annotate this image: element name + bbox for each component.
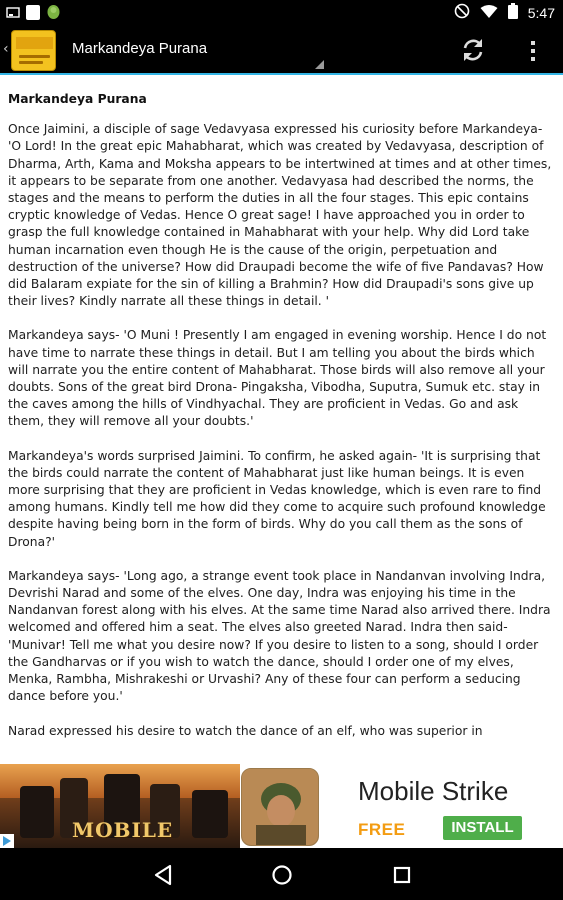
overflow-menu-button[interactable]: [524, 38, 542, 64]
ad-price-label: FREE: [358, 820, 406, 839]
ad-choices-icon[interactable]: [0, 834, 14, 848]
ad-banner[interactable]: [0, 764, 563, 848]
ad-game-artwork[interactable]: [0, 764, 240, 848]
system-nav-bar: [0, 848, 563, 900]
ad-game-logo: MOBILE: [72, 818, 174, 842]
article-paragraph: Markandeya says- 'Long ago, a strange event took place in Nandanvan involving Indra, Devrishi Narad and some of the elves. One day, Indra was enjoying his time in the Nandanvan forest along with his elves. At the same time Narad also arrived there. Indra welcomed and offered him a seat. The elves also greeted Narad. Indra then said- 'Munivar! Tell me what you desire now? If you desire to listen to a song, should I order the Gandharvas or if you wish to watch the dance, should I order one of my elves, Menka, Rambha, Mishrakeshi or Urvashi? Any of these four can perform a seducing dance before you.': [8, 568, 551, 704]
status-left-icons: [6, 4, 61, 24]
back-icon: [150, 862, 176, 888]
wifi-icon: [480, 4, 498, 22]
article-paragraph: Markandeya's words surprised Jaimini. To confirm, he asked again- 'It is surprising that the birds could narrate the content of Mahabharat just like human beings. It is even more surprising that they are proficient in Vedas knowledge, which is even rare to find among humans. Kindly tell me how did they come to acquire such profound knowledge despite having being born in the form of birds. Why do you call them as the sons of Drona?': [8, 448, 546, 549]
up-navigation-icon[interactable]: ‹: [3, 41, 9, 57]
article-paragraph: Markandeya says- 'O Muni ! Presently I am engaged in evening worship. Hence I do not have time to narrate these things in detail. But I am telling you about the birds which will narrate you the entire content of Mahabharat. Those birds will also remove all your doubts. Sons of the great bird Drona- Pingaksha, Vibodha, Suputra, Sumuk etc. stay in the caves among the hills of Vindhyachal. They are proficient in Vedas. Go and ask them, they will remove all your doubts.': [8, 328, 547, 429]
screenshot-icon: [6, 5, 20, 24]
article-body: [0, 75, 563, 740]
refresh-icon: [459, 36, 487, 64]
recents-icon: [389, 862, 415, 888]
overflow-menu-icon: [524, 38, 542, 64]
nav-back-button[interactable]: [150, 862, 176, 888]
nav-recents-button[interactable]: [389, 862, 415, 888]
article-title: Markandeya Purana: [8, 92, 147, 106]
ad-app-name: Mobile Strike: [358, 776, 509, 806]
nav-home-button[interactable]: [269, 862, 295, 888]
status-right: [454, 3, 555, 22]
home-icon: [269, 862, 295, 888]
status-time: 5:47: [527, 4, 555, 21]
android-icon: [46, 4, 61, 24]
battery-icon: [508, 3, 518, 22]
refresh-button[interactable]: [459, 36, 487, 64]
article-scroll-view[interactable]: [0, 75, 563, 764]
app-logo-icon[interactable]: [11, 30, 56, 71]
spinner-corner-indicator: [315, 60, 324, 69]
notification-square-icon: [26, 5, 40, 24]
article-paragraph: Narad expressed his desire to watch the dance of an elf, who was superior in: [8, 723, 483, 738]
status-bar: [0, 0, 563, 25]
article-paragraph: Once Jaimini, a disciple of sage Vedavyasa expressed his curiosity before Markandeya- 'O Lord! In the great epic Mahabharat, which was created by Vedavyasa, description of Dharma, Arth, Kama and Moksha appears to be intertwined at times and at other times, it appears to be separate from one another. Vedavyasa had described the norms, the stages and the means to perform the duties in all the four stages. This epic contains cryptic knowledge of Vedas. Hence O great sage! I have approached you in order to grasp the full knowledge contained in Mahabharat with your help. Why did Lord take human incarnation even though He is the cause of the origin, perpetuation and destruction of the universe? How did Draupadi become the wife of five Pandavas? How did Balaram expiate for the sin of killing a Brahmin? How did Draupadi's sons give up their lives? Kindly narrate all these things in detail. ': [8, 122, 552, 309]
action-bar-title: Markandeya Purana: [72, 40, 208, 57]
do-not-disturb-icon: [454, 3, 470, 22]
ad-app-thumbnail[interactable]: [241, 768, 319, 846]
ad-install-button[interactable]: INSTALL: [443, 816, 522, 840]
